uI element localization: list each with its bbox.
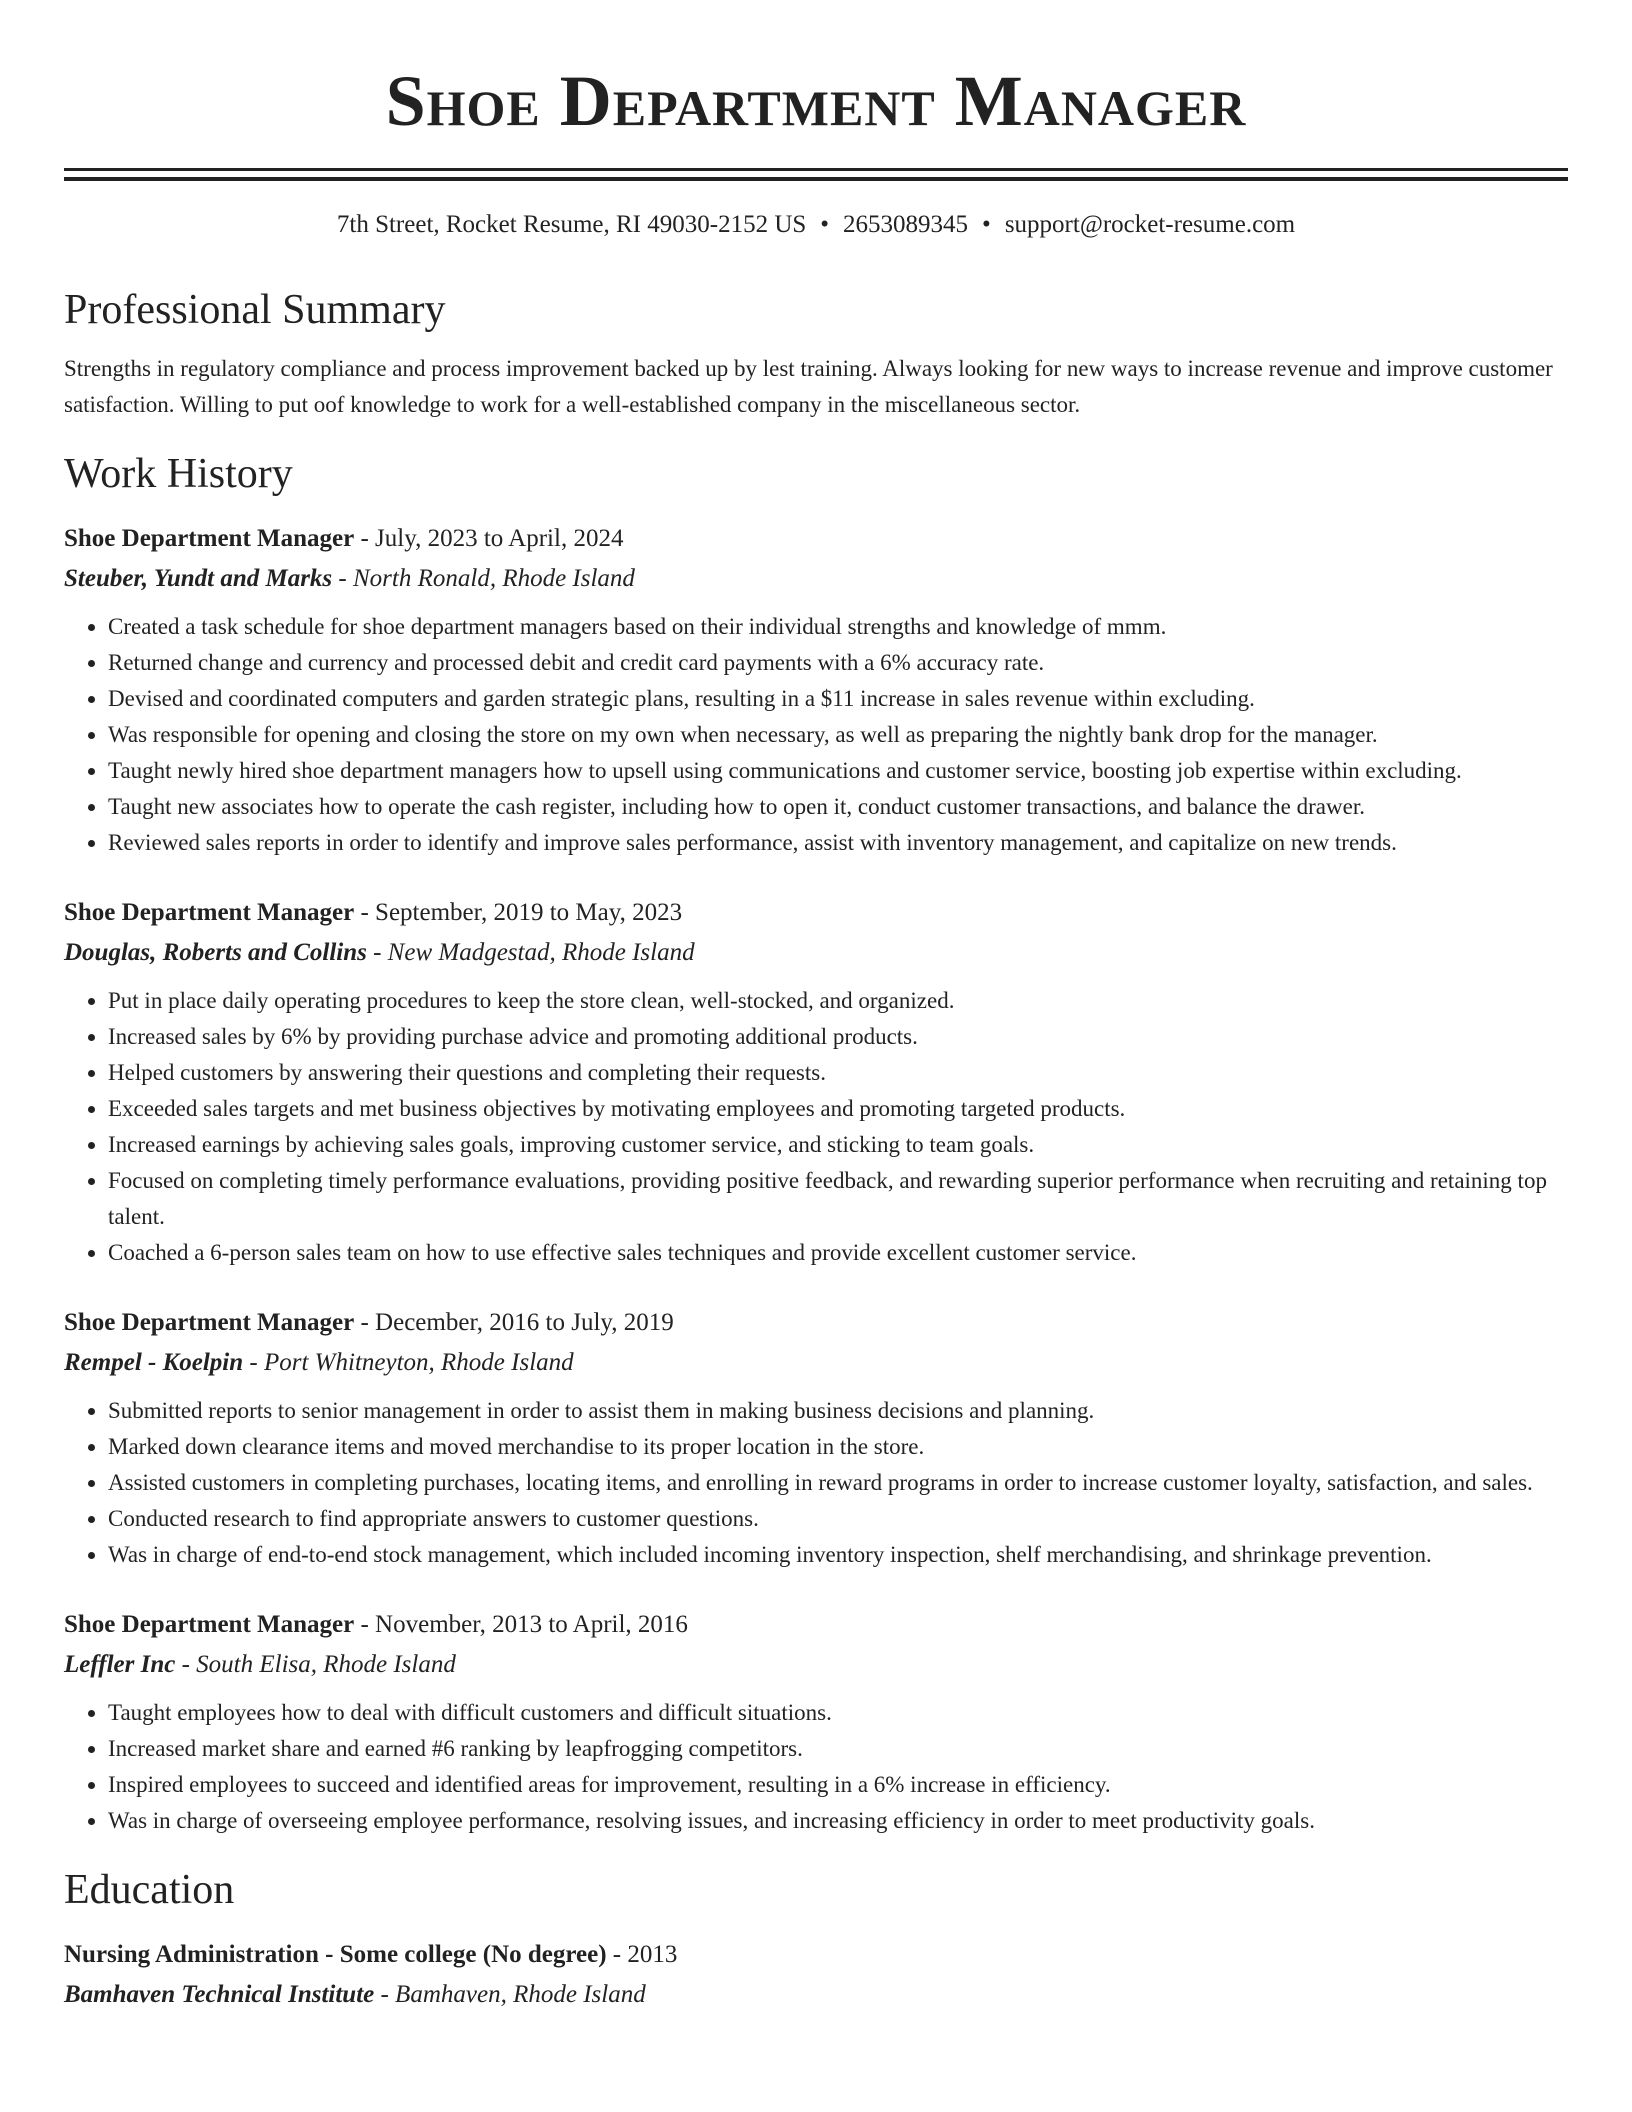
job-bullet: • Taught new associates how to operate the cash register, including how to open it, conduct customer transactions, and balance the drawer. [108, 789, 1568, 825]
education-degree-line [64, 1935, 1568, 1975]
resume-page [64, 0, 1568, 2015]
job-title-line [64, 1303, 1568, 1343]
job-bullet: • Helped customers by answering their questions and completing their requests. [108, 1055, 1568, 1091]
education-school-line [64, 1975, 1568, 2015]
work-history-list [64, 519, 1568, 1839]
job-bullet: • Conducted research to find appropriate answers to customer questions. [108, 1501, 1568, 1537]
job-bullet: • Devised and coordinated computers and garden strategic plans, resulting in a $11 increase in sales revenue within excluding. [108, 681, 1568, 717]
education-school: Bamhaven Technical Institute [64, 1981, 375, 2008]
job-title-line [64, 1605, 1568, 1645]
work-history-heading: Work History [64, 451, 293, 497]
job-bullet: • Was responsible for opening and closing the store on my own when necessary, as well as preparing the nightly bank drop for the manager. [108, 717, 1568, 753]
job-employer: Leffler Inc [64, 1651, 176, 1678]
education-year: - 2013 [606, 1941, 678, 1968]
job-bullet: • Taught newly hired shoe department managers how to upsell using communications and customer service, boosting job expertise within excluding. [108, 753, 1568, 789]
job-bullet: • Reviewed sales reports in order to identify and improve sales performance, assist with inventory management, and capitalize on new trends. [108, 825, 1568, 861]
job-employer-line [64, 1343, 1568, 1383]
job-title-line [64, 893, 1568, 933]
job-bullets [64, 1695, 1568, 1839]
job-employer: Rempel - Koelpin [64, 1349, 244, 1376]
job-title: Shoe Department Manager [64, 525, 355, 552]
job-bullet: • Increased earnings by achieving sales goals, improving customer service, and sticking to team goals. [108, 1127, 1568, 1163]
job-entry [64, 1605, 1568, 1839]
job-bullet: • Put in place daily operating procedures to keep the store clean, well-stocked, and organized. [108, 983, 1568, 1019]
job-entry [64, 519, 1568, 861]
job-title: Shoe Department Manager [64, 899, 355, 926]
job-employer: Douglas, Roberts and Collins [64, 939, 367, 966]
job-bullet: • Was in charge of overseeing employee performance, resolving issues, and increasing efficiency in order to meet productivity goals. [108, 1803, 1568, 1839]
contact-email: support@rocket-resume.com [1004, 211, 1296, 238]
job-dates: - November, 2013 to April, 2016 [354, 1611, 688, 1638]
job-entry [64, 893, 1568, 1271]
job-bullet: • Focused on completing timely performance evaluations, providing positive feedback, and rewarding superior performance when recruiting and retaining top talent. [108, 1163, 1568, 1235]
job-employer: Steuber, Yundt and Marks [64, 565, 333, 592]
contact-address: 7th Street, Rocket Resume, RI 49030-2152 US [336, 211, 807, 238]
education-degree: Nursing Administration - Some college (No degree) [64, 1941, 607, 1968]
job-title: Shoe Department Manager [64, 1309, 355, 1336]
job-location: - New Madgestad, Rhode Island [366, 939, 695, 966]
job-bullet: • Exceeded sales targets and met business objectives by motivating employees and promoting targeted products. [108, 1091, 1568, 1127]
job-dates: - December, 2016 to July, 2019 [354, 1309, 674, 1336]
job-location: - South Elisa, Rhode Island [175, 1651, 456, 1678]
job-location: - North Ronald, Rhode Island [332, 565, 635, 592]
job-dates: - September, 2019 to May, 2023 [354, 899, 683, 926]
job-bullet: • Submitted reports to senior management in order to assist them in making business decisions and planning. [108, 1393, 1568, 1429]
job-bullet: • Created a task schedule for shoe department managers based on their individual strengths and knowledge of mmm. [108, 609, 1568, 645]
job-bullets [64, 609, 1568, 861]
job-entry [64, 1303, 1568, 1573]
job-bullet: • Inspired employees to succeed and identified areas for improvement, resulting in a 6% increase in efficiency. [108, 1767, 1568, 1803]
job-bullet: • Increased sales by 6% by providing purchase advice and promoting additional products. [108, 1019, 1568, 1055]
education-location: - Bamhaven, Rhode Island [374, 1981, 646, 2008]
summary-text: Strengths in regulatory compliance and process improvement backed up by lest training. Always looking for new ways to increase revenue and improve customer satisfaction. Willing to put oof knowledge to work for a well-established company in the miscellaneous sector. [64, 356, 1553, 417]
header-rule-bottom [64, 177, 1568, 181]
education-entry [64, 1935, 1568, 2015]
candidate-name: Shoe Department Manager [385, 61, 1247, 141]
job-employer-line [64, 1645, 1568, 1685]
education-heading: Education [64, 1867, 235, 1913]
job-title: Shoe Department Manager [64, 1611, 355, 1638]
job-employer-line [64, 559, 1568, 599]
job-bullet: • Coached a 6-person sales team on how to use effective sales techniques and provide excellent customer service. [108, 1235, 1568, 1271]
education-list [64, 1935, 1568, 2015]
job-bullet: • Taught employees how to deal with difficult customers and difficult situations. [108, 1695, 1568, 1731]
job-bullet: • Was in charge of end-to-end stock management, which included incoming inventory inspection, shelf merchandising, and shrinkage prevention. [108, 1537, 1568, 1573]
header-rule-top [64, 168, 1568, 171]
job-bullets [64, 983, 1568, 1271]
job-bullets [64, 1393, 1568, 1573]
contact-separator: • [820, 211, 830, 238]
summary-heading: Professional Summary [64, 287, 446, 333]
job-bullet: • Returned change and currency and processed debit and credit card payments with a 6% accuracy rate. [108, 645, 1568, 681]
job-bullet: • Assisted customers in completing purchases, locating items, and enrolling in reward programs in order to increase customer loyalty, satisfaction, and sales. [108, 1465, 1568, 1501]
job-dates: - July, 2023 to April, 2024 [354, 525, 624, 552]
job-bullet: • Increased market share and earned #6 ranking by leapfrogging competitors. [108, 1731, 1568, 1767]
contact-phone: 2653089345 [843, 211, 969, 238]
contact-separator: • [982, 211, 991, 238]
contact-line [64, 209, 1568, 241]
job-title-line [64, 519, 1568, 559]
job-location: - Port Whitneyton, Rhode Island [243, 1349, 574, 1376]
job-employer-line [64, 933, 1568, 973]
job-bullet: • Marked down clearance items and moved merchandise to its proper location in the store. [108, 1429, 1568, 1465]
